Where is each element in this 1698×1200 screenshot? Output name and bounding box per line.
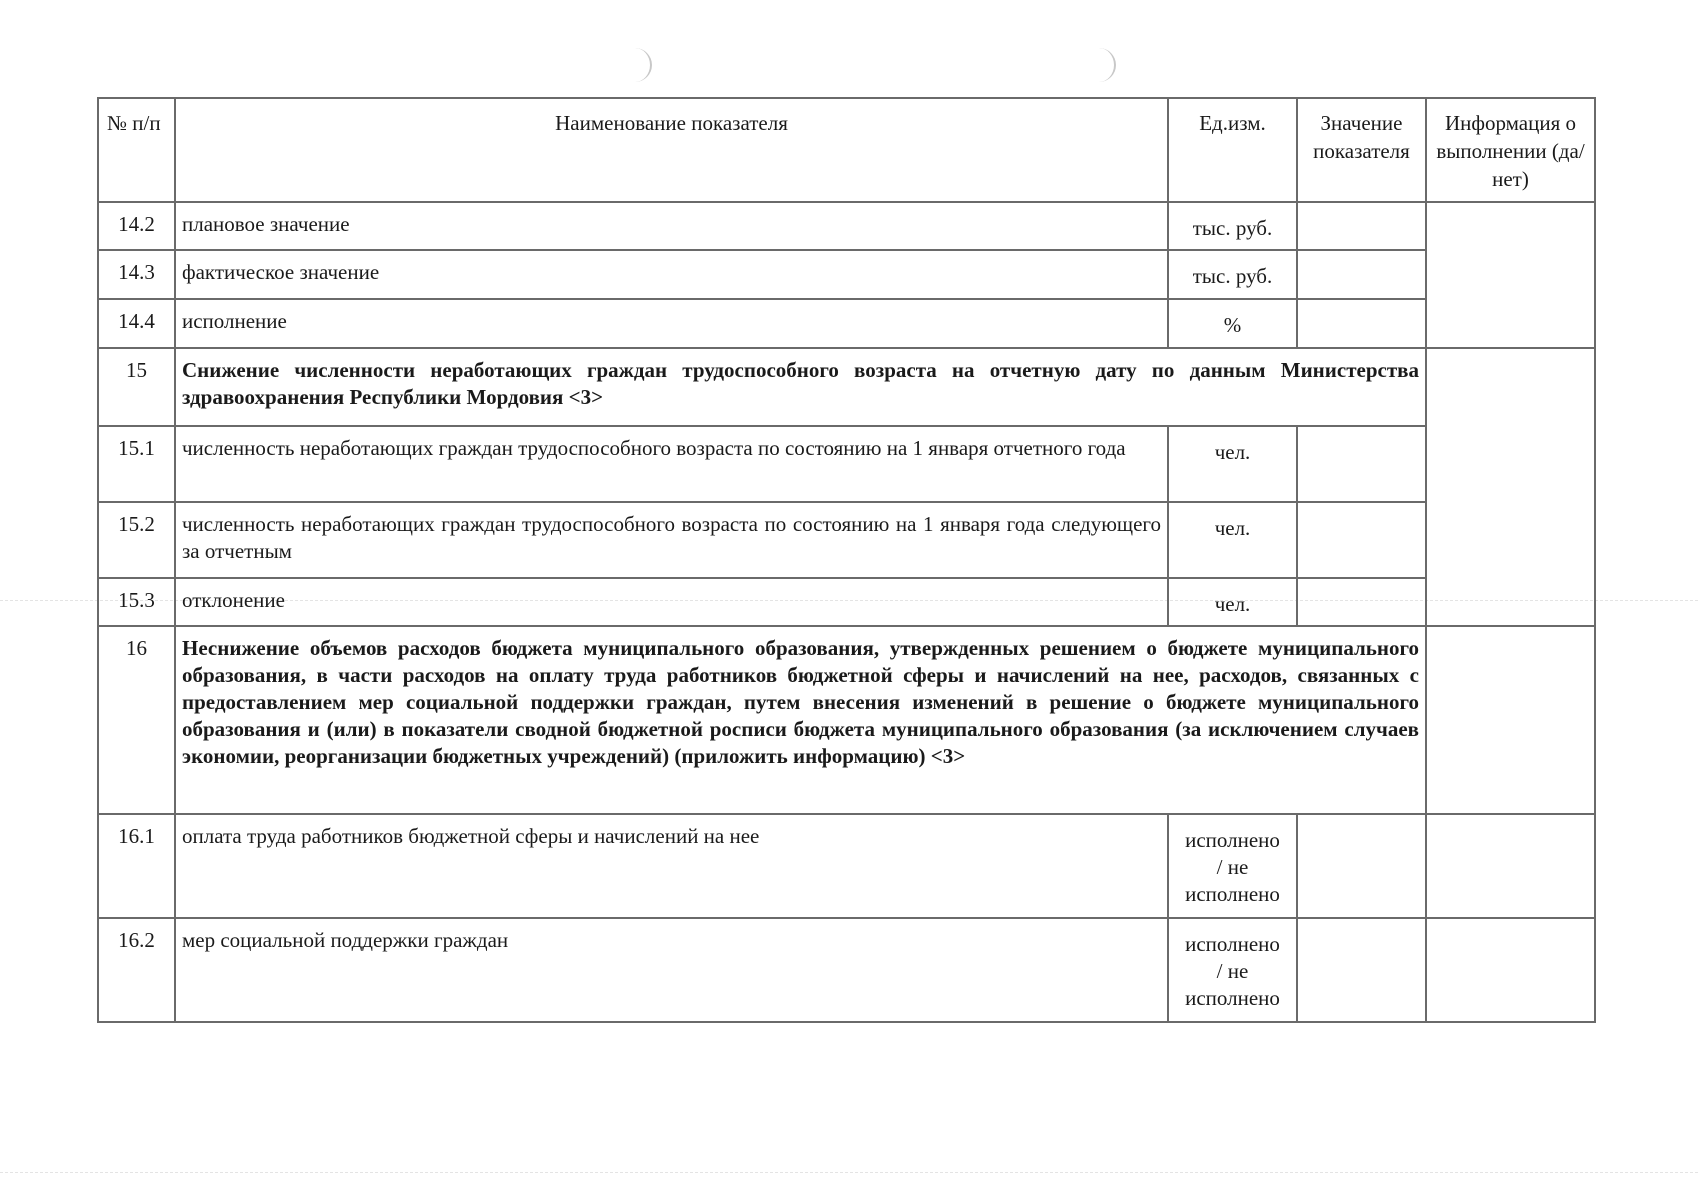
row-info-cell — [1426, 348, 1595, 626]
table-section-row — [98, 348, 1595, 426]
row-num: 15.3 — [98, 578, 175, 626]
row-unit — [1168, 814, 1297, 918]
section-num: 16 — [98, 626, 175, 814]
table-row — [98, 426, 1595, 502]
row-value-cell — [1297, 250, 1426, 299]
punch-hole-mark — [1096, 48, 1116, 82]
table-row — [98, 202, 1595, 250]
unit-line: исполнено — [1185, 882, 1280, 906]
row-name: мер социальной поддержки граждан — [175, 918, 1168, 1022]
row-unit: тыс. руб. — [1168, 250, 1297, 299]
row-value-cell — [1297, 202, 1426, 250]
row-value-cell — [1297, 502, 1426, 578]
row-num: 15.1 — [98, 426, 175, 502]
table-row — [98, 502, 1595, 578]
scan-fold-line — [0, 1172, 1698, 1173]
row-name: оплата труда работников бюджетной сферы и начислений на нее — [175, 814, 1168, 918]
row-name: фактическое значение — [175, 250, 1168, 299]
row-unit: чел. — [1168, 578, 1297, 626]
row-num: 14.3 — [98, 250, 175, 299]
unit-line: исполнено — [1185, 828, 1280, 852]
row-name: исполнение — [175, 299, 1168, 348]
table-row — [98, 918, 1595, 1022]
row-value-cell — [1297, 299, 1426, 348]
section-title: Снижение численности неработающих граждан трудоспособного возраста на отчетную дату по данным Министерства здравоохранения Республики Мордовия <3> — [175, 348, 1426, 426]
row-num: 15.2 — [98, 502, 175, 578]
header-unit: Ед.изм. — [1168, 98, 1297, 202]
row-num: 14.2 — [98, 202, 175, 250]
table-row — [98, 250, 1595, 299]
row-unit: чел. — [1168, 426, 1297, 502]
row-info-cell — [1426, 202, 1595, 348]
header-num: № п/п — [98, 98, 175, 202]
table-row — [98, 578, 1595, 626]
row-info-cell — [1426, 626, 1595, 814]
table-section-row — [98, 626, 1595, 814]
row-info-cell — [1426, 814, 1595, 918]
row-num: 16.1 — [98, 814, 175, 918]
section-num: 15 — [98, 348, 175, 426]
header-info: Информация о выполнении (да/ нет) — [1426, 98, 1595, 202]
row-value-cell — [1297, 578, 1426, 626]
punch-hole-mark — [632, 48, 652, 82]
row-name: численность неработающих граждан трудоспособного возраста по состоянию на 1 января года следующего за отчетным — [175, 502, 1168, 578]
header-value: Значение показателя — [1297, 98, 1426, 202]
unit-line: исполнено — [1185, 932, 1280, 956]
row-unit: чел. — [1168, 502, 1297, 578]
row-num: 16.2 — [98, 918, 175, 1022]
row-value-cell — [1297, 426, 1426, 502]
row-num: 14.4 — [98, 299, 175, 348]
table-row — [98, 814, 1595, 918]
table-header-row — [98, 98, 1595, 202]
indicators-table — [97, 97, 1596, 1023]
unit-line: / не — [1216, 855, 1249, 879]
unit-line: / не — [1216, 959, 1249, 983]
row-value-cell — [1297, 918, 1426, 1022]
row-name: плановое значение — [175, 202, 1168, 250]
row-unit: % — [1168, 299, 1297, 348]
table-row — [98, 299, 1595, 348]
row-name: численность неработающих граждан трудоспособного возраста по состоянию на 1 января отчетного года — [175, 426, 1168, 502]
unit-line: исполнено — [1185, 986, 1280, 1010]
section-title: Неснижение объемов расходов бюджета муниципального образования, утвержденных решением о бюджете муниципального образования, в части расходов на оплату труда работников бюджетной сферы и начислений на нее, расходов, связанных с предоставлением мер социальной поддержки граждан, путем внесения изменений в решение о бюджете муниципального образования и (или) в показатели сводной бюджетной росписи бюджета муниципального образования (за исключением случаев экономии, реорганизации бюджетных учреждений) (приложить информацию) <3> — [175, 626, 1426, 814]
row-value-cell — [1297, 814, 1426, 918]
row-info-cell — [1426, 918, 1595, 1022]
row-name: отклонение — [175, 578, 1168, 626]
row-unit — [1168, 918, 1297, 1022]
header-name: Наименование показателя — [175, 98, 1168, 202]
row-unit: тыс. руб. — [1168, 202, 1297, 250]
